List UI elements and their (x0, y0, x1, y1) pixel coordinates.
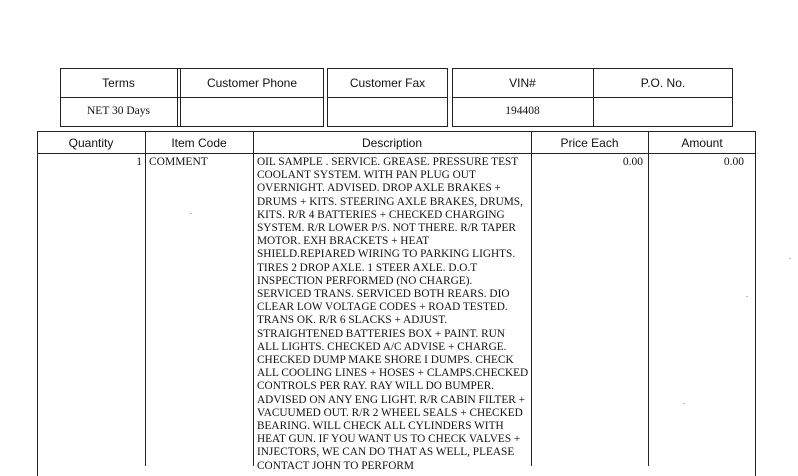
items-col-divider (253, 131, 254, 466)
description-line: MOTOR. EXH BRACKETS + HEAT (257, 235, 430, 248)
description-line: INJECTORS, WE CAN DO THAT AS WELL, PLEASE (257, 446, 515, 459)
description-line: ALL LIGHTS. CHECKED A/C ADVISE + CHARGE. (257, 340, 507, 353)
price-each-header: Price Each (560, 136, 619, 150)
description-line: SYSTEM. R/R LOWER P/S. NOT THERE. R/R TAPER (257, 222, 516, 235)
description-line: DRUMS + KITS. STEERING AXLE BRAKES, DRUMS, (257, 195, 523, 208)
amount-header: Amount (681, 136, 723, 150)
description-line: CHECKED DUMP MAKE SHORE I DUMPS. CHECK (257, 354, 514, 367)
vin-header: VIN# (509, 76, 536, 90)
terms-table-row-divider (60, 97, 324, 98)
scan-speck (789, 258, 791, 259)
description-line: CONTACT JOHN TO PERFORM (257, 459, 414, 472)
vin-po-row-divider (452, 97, 733, 98)
description-line: ALL COOLING LINES + HOSES + CLAMPS.CHECKED (257, 367, 529, 380)
vin-value: 194408 (505, 105, 540, 117)
row-description (257, 156, 529, 473)
description-line: TRANS OK. R/R 6 SLACKS + ADJUST. (257, 314, 448, 327)
quantity-header: Quantity (68, 136, 114, 150)
fax-table-row-divider (327, 97, 448, 98)
description-line: COOLANT SYSTEM. WITH PAN PLUG OUT (257, 169, 476, 182)
description-line: VACUUMED OUT. R/R 2 WHEEL SEALS + CHECKED (257, 406, 523, 419)
customer-fax-header: Customer Fax (349, 76, 426, 90)
terms-value: NET 30 Days (86, 105, 151, 117)
description-line: KITS. R/R 4 BATTERIES + CHECKED CHARGING (257, 208, 505, 221)
scan-speck (190, 213, 192, 214)
description-line: SERVICED TRANS. SERVICED BOTH REARS. DIO (257, 288, 510, 301)
items-col-divider (531, 131, 532, 466)
description-line: SHIELD.REPIARED WIRING TO PARKING LIGHTS. (257, 248, 516, 261)
customer-phone-header: Customer Phone (206, 76, 298, 90)
row-quantity: 1 (136, 156, 142, 168)
items-col-divider (648, 131, 649, 466)
description-line: STRAIGHTENED BATTERIES BOX + PAINT. RUN (257, 327, 506, 340)
description-line: BEARING. WILL CHECK ALL CYLINDERS WITH (257, 420, 504, 433)
terms-header: Terms (102, 76, 135, 90)
po-number-header: P.O. No. (640, 76, 686, 90)
description-line: OVERNIGHT. ADVISED. DROP AXLE BRAKES + (257, 182, 501, 195)
description-header: Description (361, 136, 423, 150)
description-line: ADVISED ON ANY ENG LIGHT. R/R CABIN FILTER + (257, 393, 525, 406)
description-line: INSPECTION PERFORMED (NO CHARGE). (257, 274, 473, 287)
description-line: CONTROLS PER RAY. RAY WILL DO BUMPER. (257, 380, 495, 393)
description-line: CLEAR LOW VOLTAGE CODES + ROAD TESTED. (257, 301, 508, 314)
scan-speck (683, 403, 685, 404)
items-col-divider (145, 131, 146, 466)
row-price-each: 0.00 (622, 156, 643, 168)
scan-speck (746, 296, 748, 297)
description-line: HEAT GUN. IF YOU WANT US TO CHECK VALVES + (257, 433, 521, 446)
row-item-code: COMMENT (149, 156, 208, 168)
description-line: OIL SAMPLE . SERVICE. GREASE. PRESSURE TEST (257, 156, 519, 168)
description-line: TIRES 2 DROP AXLE. 1 STEER AXLE. D.O.T (257, 261, 478, 274)
row-amount: 0.00 (723, 156, 744, 168)
item-code-header: Item Code (171, 136, 227, 150)
